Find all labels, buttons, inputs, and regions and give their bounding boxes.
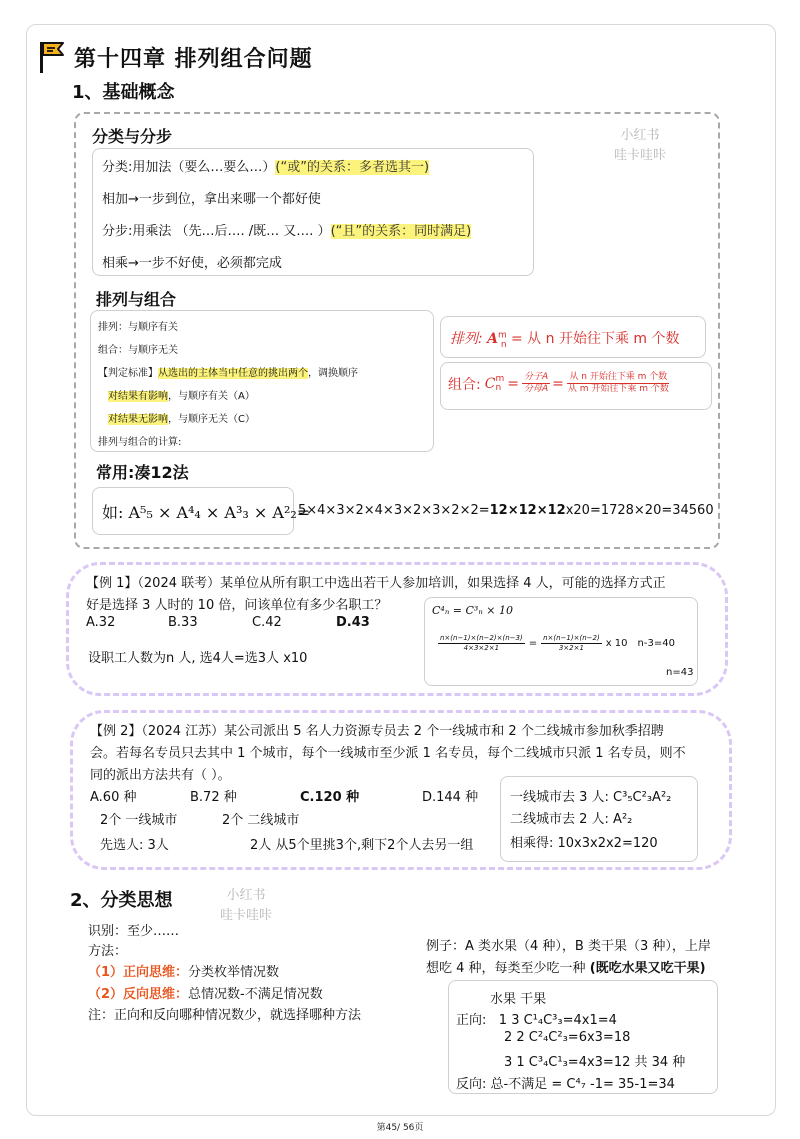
example1-option-d: D.43 xyxy=(336,615,370,630)
perm-line-4: 对结果有影响，与顺序有关（A） xyxy=(108,391,255,402)
classify-line-1: 分类:用加法（要么…要么…）(“或”的关系：多者选其一) xyxy=(102,160,430,175)
example1-option-b: B.33 xyxy=(168,615,198,630)
section2-table-row-3: 3 1 C³₄C¹₃=4x3=12 共 34 种 xyxy=(504,1055,686,1070)
example1-work-3: n=43 xyxy=(666,667,694,678)
section2-line-5: 注：正向和反向哪种情况数少，就选择哪种方法 xyxy=(88,1008,362,1023)
example1-question-2: 好是选择 3 人时的 10 倍，问该单位有多少名职工？ xyxy=(86,598,388,613)
classify-line-4: 相乘→一步不好使，必须都完成 xyxy=(102,256,282,271)
section2-example-2: 想吃 4 种，每类至少吃一种 (既吃水果又吃干果) xyxy=(426,961,706,976)
perm-line-3: 【判定标准】从选出的主体当中任意的挑出两个，调换顺序 xyxy=(98,368,358,379)
example1-question-1: 【例 1】（2024 联考）某单位从所有职工中选出若干人参加培训，如果选择 4 人，可能的选择方式正 xyxy=(86,576,666,591)
watermark-2: 小红书 哇卡哇咔 xyxy=(219,888,272,923)
example1-option-a: A.32 xyxy=(86,615,116,630)
section2-line-1: 识别：至少…… xyxy=(88,924,180,939)
section2-title: 2、分类思想 xyxy=(70,890,173,911)
section1-title: 1、基础概念 xyxy=(72,82,175,103)
section2-example-1: 例子：A 类水果（4 种），B 类干果（3 种），上岸 xyxy=(426,939,711,954)
example1-note: 设职工人数为n 人, 选4人=选3人 x10 xyxy=(88,651,308,666)
watermark-1: 小红书 哇卡哇咔 xyxy=(613,128,666,163)
perm-line-5: 对结果无影响，与顺序无关（C） xyxy=(108,414,255,425)
perm-line-2: 组合：与顺序无关 xyxy=(98,345,178,356)
perm-formula: 排列: $A^m_n$ = 从 n 开始往下乘 m 个数 xyxy=(450,330,680,350)
example1-option-c: C.42 xyxy=(252,615,282,630)
page-footer: 第45/ 56页 xyxy=(376,1123,424,1133)
section2-table-row-1: 正向: 1 3 C¹₄C³₃=4x1=4 xyxy=(456,1013,617,1028)
comb-formula: 组合: C m n = $\frac{\text{分子A}}{\text{分母A}}$ = $\frac{\text{从 n 开始往下乘 m 个数}}{\text{从 m 开始往下乘 m 个数}}$ xyxy=(448,372,669,394)
example2-note-4: 2人 从5个里挑3个,剩下2个人去另一组 xyxy=(250,838,474,853)
perm-title: 排列与组合 xyxy=(96,290,177,309)
example2-question-1: 【例 2】（2024 江苏）某公司派出 5 名人力资源专员去 2 个一线城市和 2 个二线城市参加秋季招聘 xyxy=(90,724,664,739)
section2-table-row-4: 反向: 总-不满足 = C⁴₇ -1= 35-1=34 xyxy=(456,1077,675,1092)
example2-question-3: 同的派出方法共有（ ）。 xyxy=(90,768,231,783)
example2-question-2: 会。若每名专员只去其中 1 个城市，每个一线城市至少派 1 名专员，每个二线城市只派 1 名专员，则不 xyxy=(90,746,686,761)
example1-work-1: C⁴ₙ = C³ₙ × 10 xyxy=(432,604,513,617)
section2-table-head: 水果 干果 xyxy=(490,992,547,1007)
example2-option-a: A.60 种 xyxy=(90,790,137,805)
classify-line-3: 分步:用乘法 （先…后…. /既… 又…. ）(“且”的关系：同时满足) xyxy=(102,224,472,239)
example2-note-2: 2个 二线城市 xyxy=(222,813,300,828)
section2-line-3: （1）正向思维：分类枚举情况数 xyxy=(88,965,280,980)
example2-option-b: B.72 种 xyxy=(190,790,237,805)
section2-line-4: （2）反向思维：总情况数-不满足情况数 xyxy=(88,987,323,1002)
example1-work-2: $\frac{n\times(n-1)\times(n-2)\times(n-3)}{4\times 3\times 2\times 1}$ = $\frac{n\times(n-1)\times(n-2)}{3\times 2\times 1}$ x 10 n-3=40 xyxy=(440,634,675,652)
section2-line-2: 方法： xyxy=(88,944,128,959)
perm-line-6: 排列与组合的计算: xyxy=(98,437,182,448)
example2-work-3: 相乘得: 10x3x2x2=120 xyxy=(510,836,658,851)
section2-table-row-2: 2 2 C²₄C²₃=6x3=18 xyxy=(504,1030,631,1045)
example2-note-3: 先选人: 3人 xyxy=(100,838,169,853)
common-title: 常用:凑12法 xyxy=(96,463,189,482)
chapter-title: 第十四章 排列组合问题 xyxy=(74,47,313,72)
example2-work-2: 二线城市去 2 人: A²₂ xyxy=(510,812,633,827)
flag-icon xyxy=(38,40,66,74)
example2-option-d: D.144 种 xyxy=(422,790,479,805)
perm-line-1: 排列：与顺序有关 xyxy=(98,322,178,333)
example2-option-c: C.120 种 xyxy=(300,790,360,805)
common-calc: 5×4×3×2×4×3×2×3×2×2=12×12×12x20=1728×20=34560 xyxy=(298,503,714,518)
classify-title: 分类与分步 xyxy=(92,127,173,146)
example2-work-1: 一线城市去 3 人: C³₅C²₃A²₂ xyxy=(510,790,672,805)
classify-line-2: 相加→一步到位，拿出来哪一个都好使 xyxy=(102,192,321,207)
common-formula: 如: A⁵₅ × A⁴₄ × A³₃ × A²₂= xyxy=(102,503,311,522)
example2-note-1: 2个 一线城市 xyxy=(100,813,178,828)
